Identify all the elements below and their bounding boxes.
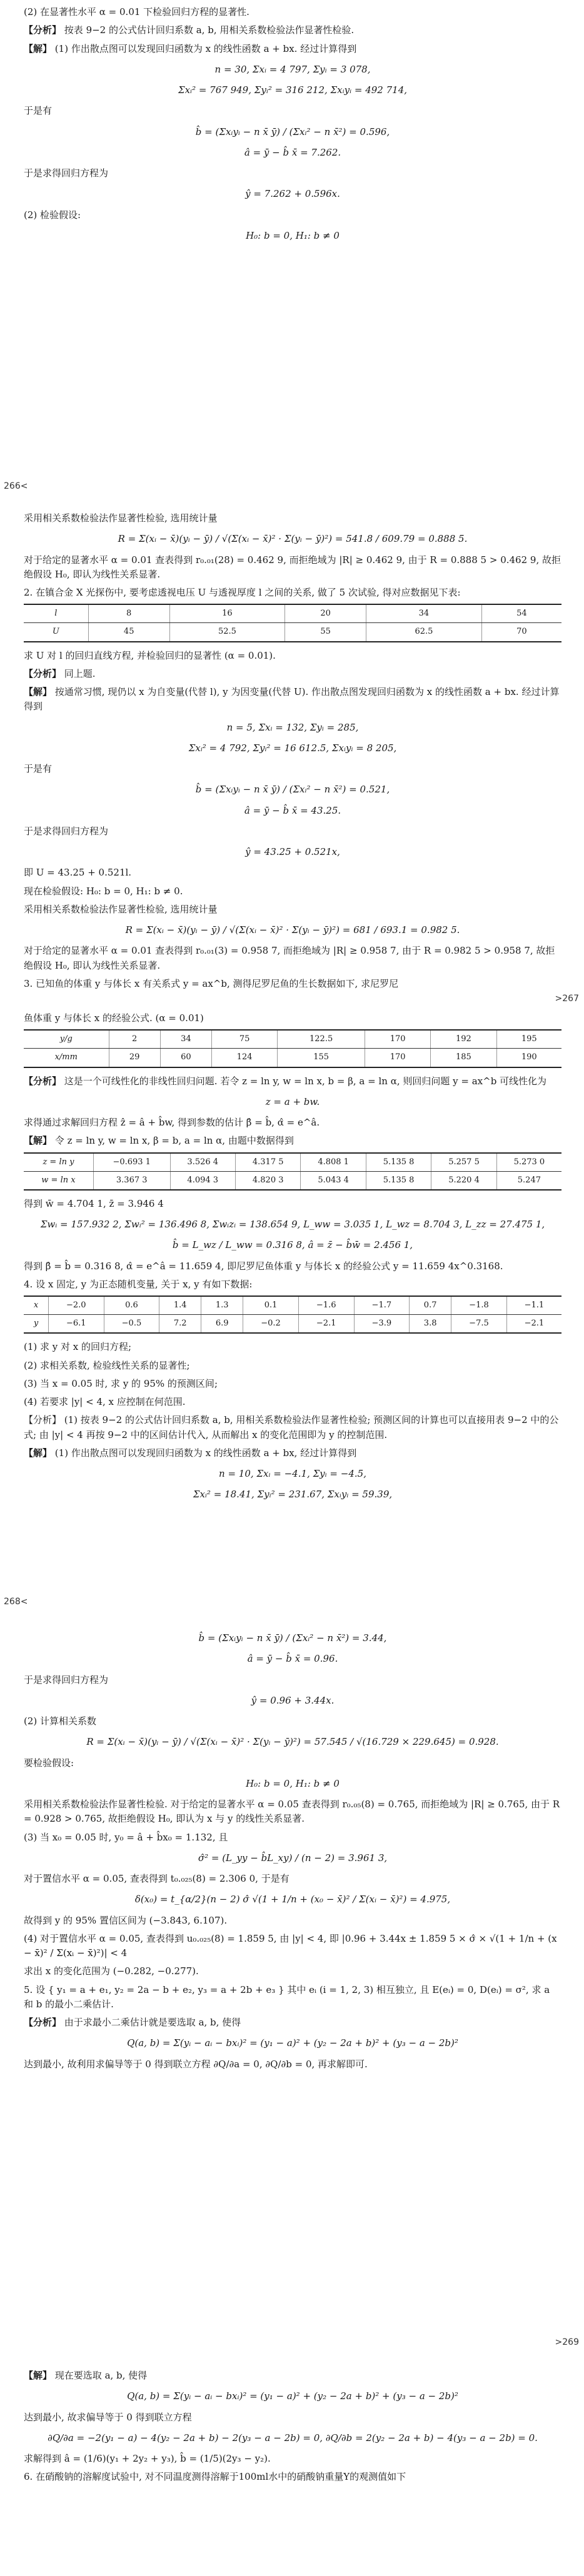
text-line: (2) 检验假设: bbox=[24, 209, 81, 221]
text-line: 鱼体重 y 与体长 x 的经验公式. (α = 0.01) bbox=[24, 1012, 204, 1024]
text-line: (3) 当 x₀ = 0.05 时, y₀ = â + b̂x₀ = 1.132, 且 bbox=[24, 1831, 228, 1843]
formula: R = Σ(xᵢ − x̄)(yᵢ − ȳ) / √(Σ(xᵢ − x̄)² · Σ(yᵢ − ȳ)²) = 541.8 / 609.79 = 0.888 5. bbox=[118, 533, 468, 545]
text-line: 【解】 令 z = ln y, w = ln x, β = b, a = ln α, 由题中数据得到 bbox=[24, 1135, 294, 1147]
formula: â = ȳ − b̂ x̄ = 43.25. bbox=[244, 804, 341, 816]
text-line: 【分析】 由于求最小二乘估计就是要选取 a, b, 使得 bbox=[24, 2017, 241, 2028]
text-line: 故得到 y 的 95% 置信区间为 (−3.843, 6.107). bbox=[24, 1914, 228, 1926]
page-marker-267: >267 bbox=[555, 994, 579, 1004]
text-line: (4) 对于置信水平 α = 0.05, 查表得到 u₀.₀₂₅(8) = 1.859 5, 由 |y| < 4, 即 |0.96 + 3.44x ± 1.859 5 × σ̂ × √(1 + 1/n + (x − x̄)² / Σ(xᵢ − x̄)²)| < 4 bbox=[24, 1932, 557, 1959]
table-row: z = ln y −0.693 1 3.526 4 4.317 5 4.808 1 5.135 8 5.257 5 5.273 0 bbox=[24, 1153, 561, 1172]
formula: R = Σ(xᵢ − x̄)(yᵢ − ȳ) / √(Σ(xᵢ − x̄)² · Σ(yᵢ − ȳ)²) = 681 / 693.1 = 0.982 5. bbox=[125, 924, 460, 936]
table-row: w = ln x 3.367 3 4.094 3 4.820 3 5.043 4 5.135 8 5.220 4 5.247 bbox=[24, 1171, 561, 1190]
text-line: 求出 x 的变化范围为 (−0.282, −0.277). bbox=[24, 1965, 199, 1977]
text-line: 3. 已知鱼的体重 y 与体长 x 有关系式 y = ax^b, 测得尼罗尼鱼的生长数据如下, 求尼罗尼 bbox=[24, 977, 399, 989]
text-line: 于是有 bbox=[24, 763, 53, 775]
text-line: 于是有 bbox=[24, 105, 53, 117]
text-line: 【分析】 按表 9−2 的公式估计回归系数 a, b, 用相关系数检验法作显著性检验. bbox=[24, 24, 355, 36]
formula: z = a + bw. bbox=[265, 1096, 320, 1107]
formula: ∂Q/∂a = −2(y₁ − a) − 4(y₂ − 2a + b) − 2(y₃ − a − 2b) = 0, ∂Q/∂b = 2(y₂ − 2a + b) − 4(y₃ − a − 2b) = 0. bbox=[48, 2432, 538, 2444]
formula: Σwᵢ = 157.932 2, Σwᵢ² = 136.496 8, Σwᵢzᵢ = 138.654 9, L_ww = 3.035 1, L_wz = 8.704 3, L_zz = 27.475 1, bbox=[40, 1219, 545, 1231]
text-line: 采用相关系数检验法作显著性检验. 对于给定的显著水平 α = 0.05 查表得到 r₀.₀₅(8) = 0.765, 而拒绝域为 |R| ≥ 0.765, 由于 R = 0.928 > 0.765, 故拒绝假设 H₀, 即认为 x 与 y 的线性关系显著. bbox=[24, 1799, 560, 1825]
formula: Q(a, b) = Σ(yᵢ − aᵢ − bxᵢ)² = (y₁ − a)² + (y₂ − 2a + b)² + (y₃ − a − 2b)² bbox=[127, 2037, 458, 2049]
text-line: (2) 求相关系数, 检验线性关系的显著性; bbox=[24, 1359, 190, 1371]
page-marker-266: 266< bbox=[4, 481, 28, 491]
formula: n = 30, Σxᵢ = 4 797, Σyᵢ = 3 078, bbox=[214, 63, 371, 75]
formula: Σxᵢ² = 767 949, Σyᵢ² = 316 212, Σxᵢyᵢ = 492 714, bbox=[178, 84, 408, 96]
section-d bbox=[24, 1625, 561, 2075]
text-line: 【分析】 同上题. bbox=[24, 667, 96, 679]
data-table-3 bbox=[24, 1152, 561, 1191]
text-line: 求 U 对 l 的回归直线方程, 并检验回归的显著性 (α = 0.01). bbox=[24, 649, 276, 661]
analysis-label: 【分析】 bbox=[24, 24, 62, 36]
data-table-1 bbox=[24, 604, 561, 642]
text-line: 对于置信水平 α = 0.05, 查表得到 t₀.₀₂₅(8) = 2.306 0, 于是有 bbox=[24, 1873, 289, 1884]
text-line: 4. 设 x 固定, y 为正态随机变量, 关于 x, y 有如下数据: bbox=[24, 1278, 253, 1290]
formula: â = ȳ − b̂ x̄ = 0.96. bbox=[247, 1653, 338, 1665]
text-line: 对于给定的显著水平 α = 0.01 查表得到 r₀.₀₁(3) = 0.958 7, 而拒绝域为 |R| ≥ 0.958 7, 由于 R = 0.982 5 > 0.958 7, 故拒绝假设 H₀, 即认为线性关系显著. bbox=[24, 945, 555, 971]
data-table-2 bbox=[24, 1029, 561, 1067]
formula: Σxᵢ² = 18.41, Σyᵢ² = 231.67, Σxᵢyᵢ = 59.39, bbox=[193, 1489, 393, 1500]
text-line: 达到最小, 故求偏导等于 0 得到联立方程 bbox=[24, 2411, 192, 2423]
formula: R = Σ(xᵢ − x̄)(yᵢ − ȳ) / √(Σ(xᵢ − x̄)² · Σ(yᵢ − ȳ)²) = 57.545 / √(16.729 × 229.645) = 0.928. bbox=[86, 1736, 499, 1748]
text-line: 6. 在硝酸钠的溶解度试验中, 对不同温度测得溶解于100ml水中的硝酸钠重量Y的观测值如下 bbox=[24, 2471, 406, 2483]
text-line: 2. 在镇合金 X 光探伤中, 要考虑透视电压 U 与透视厚度 l 之间的关系, 做了 5 次试验, 得对应数据见下表: bbox=[24, 587, 461, 598]
text-line: 【解】 (1) 作出散点图可以发现回归函数为 x 的线性函数 a + bx, 经过计算得到 bbox=[24, 1447, 357, 1459]
table-row: x −2.0 0.6 1.4 1.3 0.1 −1.6 −1.7 0.7 −1.8 −1.1 bbox=[24, 1296, 561, 1315]
table-row: y −6.1 −0.5 7.2 6.9 −0.2 −2.1 −3.9 3.8 −7.5 −2.1 bbox=[24, 1315, 561, 1334]
text-line: 求解得到 â = (1/6)(y₁ + 2y₂ + y₃), b̂ = (1/5)(2y₃ − y₂). bbox=[24, 2453, 271, 2464]
section-e bbox=[24, 2369, 561, 2489]
page-marker-268: 268< bbox=[4, 1597, 28, 1607]
formula: b̂ = L_wz / L_ww = 0.316 8, â = z̄ − b̂w̄ = 2.456 1, bbox=[172, 1239, 413, 1251]
table-row: l 8 16 20 34 54 bbox=[24, 604, 561, 623]
text-line: 采用相关系数检验法作显著性检验, 选用统计量 bbox=[24, 903, 218, 915]
formula: Σxᵢ² = 4 792, Σyᵢ² = 16 612.5, Σxᵢyᵢ = 8 205, bbox=[188, 742, 397, 754]
text-line: (4) 若要求 |y| < 4, x 应控制在何范围. bbox=[24, 1396, 186, 1408]
formula: ŷ = 0.96 + 3.44x. bbox=[251, 1694, 335, 1706]
formula: H₀: b = 0, H₁: b ≠ 0 bbox=[246, 229, 340, 241]
formula: ŷ = 43.25 + 0.521x, bbox=[245, 846, 340, 858]
text-line: (3) 当 x = 0.05 时, 求 y 的 95% 的预测区间; bbox=[24, 1377, 218, 1389]
text-line: 求得通过求解回归方程 ẑ = â + b̂w, 得到参数的估计 β̂ = b̂, α̂ = e^â. bbox=[24, 1117, 320, 1129]
formula: ŷ = 7.262 + 0.596x. bbox=[245, 188, 340, 200]
formula: b̂ = (Σxᵢyᵢ − n x̄ ȳ) / (Σxᵢ² − n x̄²) = 3.44, bbox=[198, 1632, 387, 1644]
text-line: 现在检验假设: H₀: b = 0, H₁: b ≠ 0. bbox=[24, 885, 183, 897]
page-marker-269: >269 bbox=[555, 2337, 579, 2347]
formula: b̂ = (Σxᵢyᵢ − n x̄ ȳ) / (Σxᵢ² − n x̄²) = 0.596, bbox=[195, 126, 390, 137]
text-line: (2) 在显著性水平 α = 0.01 下检验回归方程的显著性. bbox=[24, 6, 249, 17]
text-line: 【解】 按通常习惯, 现仍以 x 为自变量(代替 l), y 为因变量(代替 U). 作出散点图发现回归函数为 x 的线性函数 a + bx. 经过计算得到 bbox=[24, 686, 560, 712]
formula: n = 5, Σxᵢ = 132, Σyᵢ = 285, bbox=[226, 721, 359, 733]
section-a bbox=[24, 5, 561, 249]
table-row: U 45 52.5 55 62.5 70 bbox=[24, 623, 561, 642]
formula: b̂ = (Σxᵢyᵢ − n x̄ ȳ) / (Σxᵢ² − n x̄²) = 0.521, bbox=[195, 784, 390, 796]
text-line: 【解】 现在要选取 a, b, 使得 bbox=[24, 2370, 148, 2381]
data-table-4 bbox=[24, 1295, 561, 1334]
text-line: 于是求得回归方程为 bbox=[24, 167, 109, 179]
text-line: 达到最小, 故利用求偏导等于 0 得到联立方程 ∂Q/∂a = 0, ∂Q/∂b = 0, 再求解即可. bbox=[24, 2058, 368, 2070]
formula: Q(a, b) = Σ(yᵢ − aᵢ − bxᵢ)² = (y₁ − a)² + (y₂ − 2a + b)² + (y₃ − a − 2b)² bbox=[127, 2390, 458, 2402]
text-line: 采用相关系数检验法作显著性检验, 选用统计量 bbox=[24, 512, 218, 524]
text-line: 于是求得回归方程为 bbox=[24, 1674, 109, 1685]
text-line: 5. 设 { y₁ = a + e₁, y₂ = 2a − b + e₂, y₃ = a + 2b + e₃ } 其中 eᵢ (i = 1, 2, 3) 相互独立, 且 E(eᵢ) = 0, D(eᵢ) = σ², 求 a 和 b 的最小二乘估计. bbox=[24, 1984, 550, 2010]
text-line: 得到 w̄ = 4.704 1, z̄ = 3.946 4 bbox=[24, 1197, 164, 1209]
formula: â = ȳ − b̂ x̄ = 7.262. bbox=[244, 146, 341, 158]
text-line: 对于给定的显著水平 α = 0.01 查表得到 r₀.₀₁(28) = 0.462 9, 而拒绝域为 |R| ≥ 0.462 9, 由于 R = 0.888 5 > 0.462 9, 故拒绝假设 H₀, 即认为线性关系显著. bbox=[24, 554, 561, 580]
formula: σ̂² = (L_yy − b̂L_xy) / (n − 2) = 3.961 3, bbox=[198, 1852, 388, 1864]
formula: n = 10, Σxᵢ = −4.1, Σyᵢ = −4.5, bbox=[219, 1468, 366, 1480]
section-c bbox=[24, 1011, 561, 1509]
text-line: 于是求得回归方程为 bbox=[24, 825, 109, 837]
text-line: 【分析】 这是一个可线性化的非线性回归问题. 若令 z = ln y, w = ln x, b = β, a = ln α, 则回归问题 y = ax^b 可线性化为 bbox=[24, 1075, 547, 1087]
solution-label: 【解】 bbox=[24, 42, 53, 54]
table-row: y/g 2 34 75 122.5 170 192 195 bbox=[24, 1030, 561, 1049]
text-line: 即 U = 43.25 + 0.521l. bbox=[24, 867, 132, 879]
text-line: 要检验假设: bbox=[24, 1757, 74, 1769]
text-line: 得到 β̂ = b̂ = 0.316 8, α̂ = e^â = 11.659 4, 即尼罗尼鱼体重 y 与体长 x 的经验公式 y = 11.659 4x^0.3168. bbox=[24, 1260, 503, 1272]
section-b bbox=[24, 511, 561, 995]
text-line: 【解】 (1) 作出散点图可以发现回归函数为 x 的线性函数 a + bx. 经过计算得到 bbox=[24, 42, 357, 54]
text-line: (1) 求 y 对 x 的回归方程; bbox=[24, 1341, 132, 1353]
text-line: 【分析】 (1) 按表 9−2 的公式估计回归系数 a, b, 用相关系数检验法作显著性检验; 预测区间的计算也可以直接用表 9−2 中的公式; 由 |y| < 4 再按 9−2 中的区间估计代入, 从而解出 x 的变化范围即为 y 的控制范围. bbox=[24, 1414, 559, 1440]
formula: H₀: b = 0, H₁: b ≠ 0 bbox=[246, 1777, 340, 1789]
formula: δ(x₀) = t_{α/2}(n − 2) σ̂ √(1 + 1/n + (x₀ − x̄)² / Σ(xᵢ − x̄)²) = 4.975, bbox=[134, 1894, 451, 1905]
text-line: (2) 计算相关系数 bbox=[24, 1715, 97, 1727]
table-row: x/mm 29 60 124 155 170 185 190 bbox=[24, 1049, 561, 1067]
